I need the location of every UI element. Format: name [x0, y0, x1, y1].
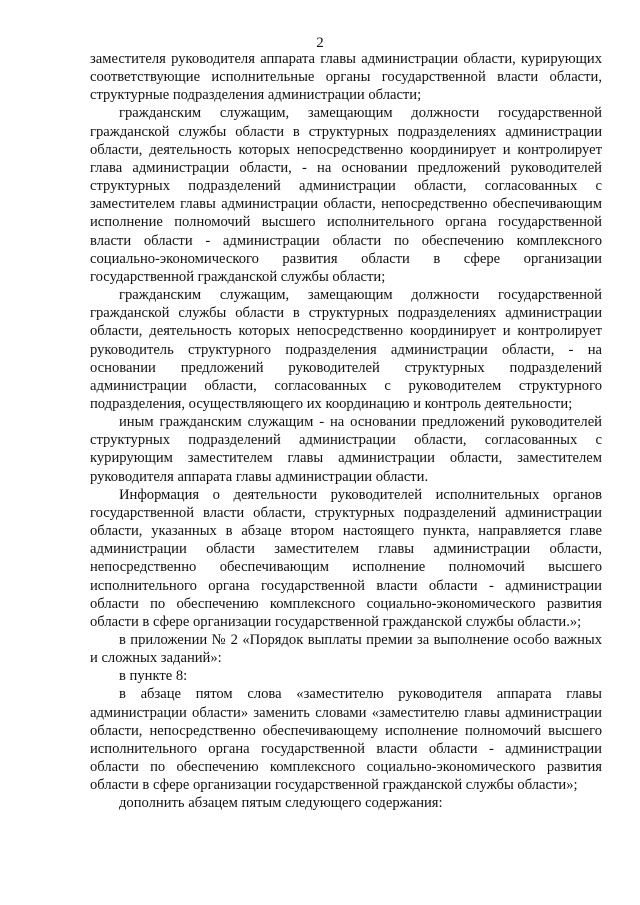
- paragraph-6: в приложении № 2 «Порядок выплаты премии за выполнение особо важных и сложных заданий»:: [90, 632, 602, 667]
- paragraph-1: заместителя руководителя аппарата главы администрации области, курирующих соответствующие исполнительные органы государственной власти области, структурные подразделения администрации области;: [90, 51, 602, 104]
- paragraph-4: иным гражданским служащим - на основании предложений руководителей структурных подразделений администрации области, согласованных с курирующим заместителем главы администрации области, заместителем руководителя аппарата главы администрации области.: [90, 414, 602, 485]
- document-body: [90, 50, 602, 813]
- paragraph-8: в абзаце пятом слова «заместителю руководителя аппарата главы администрации области» заменить словами «заместителю главы администрации области, непосредственно обеспечивающему исполнение полномочий высшего исполнительного органа государственной власти области - администрации области по обеспечению комплексного социально-экономического развития области в сфере организации государственной гражданской службы области»;: [90, 686, 602, 794]
- paragraph-9: дополнить абзацем пятым следующего содержания:: [119, 795, 443, 812]
- paragraph-2: гражданским служащим, замещающим должности государственной гражданской службы области в структурных подразделениях администрации области, деятельность которых непосредственно координирует и контролирует глава администрации области, - на основании предложений руководителей структурных подразделений администрации области, согласованных с заместителем главы администрации области, непосредственно обеспечивающим исполнение полномочий высшего исполнительного органа государственной власти области - администрации области по обеспечению комплексного социально-экономического развития области в сфере организации государственной гражданской службы области;: [90, 105, 602, 285]
- paragraph-3: гражданским служащим, замещающим должности государственной гражданской службы области в структурных подразделениях администрации области, деятельность которых непосредственно координирует и контролирует руководитель структурного подразделения администрации области, - на основании предложений руководителей структурных подразделений администрации области, согласованных с руководителем структурного подразделения, осуществляющего их координацию и контроль деятельности;: [90, 287, 602, 412]
- paragraph-7: в пункте 8:: [119, 668, 188, 685]
- paragraph-5: Информация о деятельности руководителей исполнительных органов государственной власти области, структурных подразделений администрации области, указанных в абзаце втором настоящего пункта, направляется главе администрации области заместителем главы администрации области, непосредственно обеспечивающим исполнение полномочий высшего исполнительного органа государственной власти области - администрации области по обеспечению комплексного социально-экономического развития области в сфере организации государственной гражданской службы области.»;: [90, 486, 602, 630]
- page-number: 2: [316, 35, 324, 51]
